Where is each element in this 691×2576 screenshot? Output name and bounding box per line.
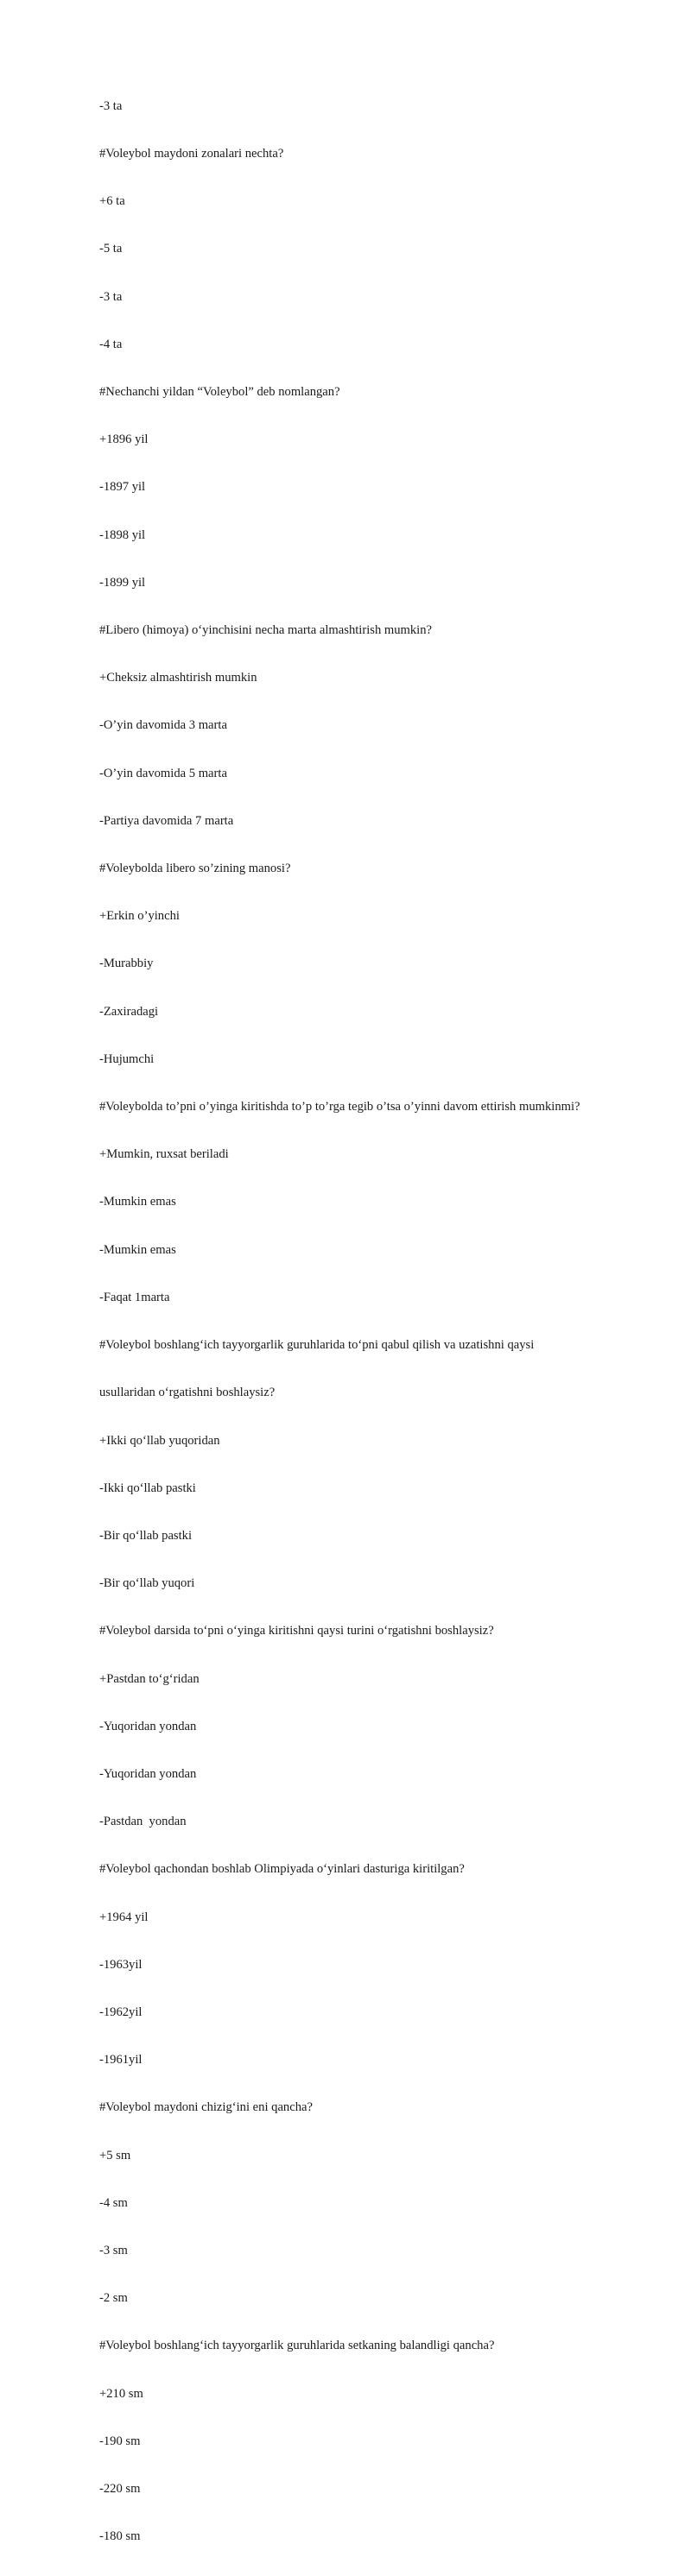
correct-answer-line: +Mumkin, ruxsat beriladi: [99, 1147, 229, 1162]
question-line: #Voleybol darsida to‘pni o‘yinga kiritishni qaysi turini o‘rgatishni boshlaysiz?: [99, 1624, 494, 1638]
answer-line: -Murabbiy: [99, 957, 154, 971]
answer-line: -1898 yil: [99, 527, 146, 542]
answer-line: -O’yin davomida 5 marta: [99, 766, 227, 780]
question-line: #Voleybol maydoni chizig‘ini eni qancha?: [99, 2100, 313, 2115]
question-line: #Voleybol boshlang‘ich tayyorgarlik guruhlarida setkaning balandligi qancha?: [99, 2339, 495, 2353]
answer-line: -220 sm: [99, 2481, 141, 2496]
answer-line: -Partiya davomida 7 marta: [99, 813, 234, 828]
answer-line: -190 sm: [99, 2434, 141, 2448]
correct-answer-line: +5 sm: [99, 2148, 131, 2162]
correct-answer-line: +210 sm: [99, 2386, 143, 2401]
correct-answer-line: +Pastdan to‘g‘ridan: [99, 1671, 200, 1686]
correct-answer-line: +6 ta: [99, 194, 125, 209]
answer-line: -1897 yil: [99, 480, 146, 495]
answer-line: -Bir qo‘llab yuqori: [99, 1576, 195, 1591]
correct-answer-line: +Erkin o’yinchi: [99, 909, 180, 924]
answer-line: -1962yil: [99, 2005, 143, 2019]
answer-line: -Hujumchi: [99, 1051, 155, 1066]
answer-line: -2 sm: [99, 2291, 128, 2306]
correct-answer-line: +1964 yil: [99, 1910, 149, 1924]
correct-answer-line: +1896 yil: [99, 432, 149, 447]
answer-line: -O’yin davomida 3 marta: [99, 718, 227, 733]
question-line: #Voleybol boshlang‘ich tayyorgarlik guruhlarida to‘pni qabul qilish va uzatishni qaysi: [99, 1338, 535, 1353]
question-line: #Nechanchi yildan “Voleybol” deb nomlangan?: [99, 385, 340, 400]
answer-line: -Faqat 1marta: [99, 1290, 170, 1304]
question-line: #Libero (himoya) o‘yinchisini necha marta almashtirish mumkin?: [99, 623, 433, 638]
answer-line: -5 ta: [99, 242, 123, 256]
answer-line: -3 sm: [99, 2243, 128, 2257]
question-line: #Voleybol qachondan boshlab Olimpiyada o‘yinlari dasturiga kiritilgan?: [99, 1862, 465, 1877]
answer-line: -180 sm: [99, 2529, 141, 2544]
answer-line: -Bir qo‘llab pastki: [99, 1528, 193, 1543]
question-line: #Voleybolda libero so’zining manosi?: [99, 862, 291, 876]
answer-line: -Yuqoridan yondan: [99, 1766, 197, 1781]
question-line-continued: usullaridan o‘rgatishni boshlaysiz?: [99, 1386, 276, 1400]
answer-line: -4 sm: [99, 2195, 128, 2210]
quiz-text-block: [99, 66, 661, 2576]
answer-line: -4 ta: [99, 337, 123, 351]
answer-line: -Ikki qo‘llab pastki: [99, 1481, 196, 1495]
correct-answer-line: +Ikki qo‘llab yuqoridan: [99, 1433, 220, 1448]
answer-line: -3 ta: [99, 98, 123, 113]
answer-line: -1899 yil: [99, 575, 146, 590]
answer-line: -Pastdan yondan: [99, 1815, 187, 1829]
question-line: #Voleybol maydoni zonalari nechta?: [99, 147, 284, 161]
correct-answer-line: +Cheksiz almashtirish mumkin: [99, 671, 257, 685]
question-line: #Voleybolda to’pni o’yinga kiritishda to’p to’rga tegib o’tsa o’yinni davom ettirish mumkinmi?: [99, 1100, 580, 1114]
answer-line: -Mumkin emas: [99, 1242, 176, 1257]
answer-line: -1963yil: [99, 1957, 143, 1972]
answer-line: -Zaxiradagi: [99, 1004, 159, 1019]
answer-line: -3 ta: [99, 289, 123, 304]
answer-line: -1961yil: [99, 2053, 143, 2068]
answer-line: -Yuqoridan yondan: [99, 1719, 197, 1733]
answer-line: -Mumkin emas: [99, 1195, 176, 1209]
